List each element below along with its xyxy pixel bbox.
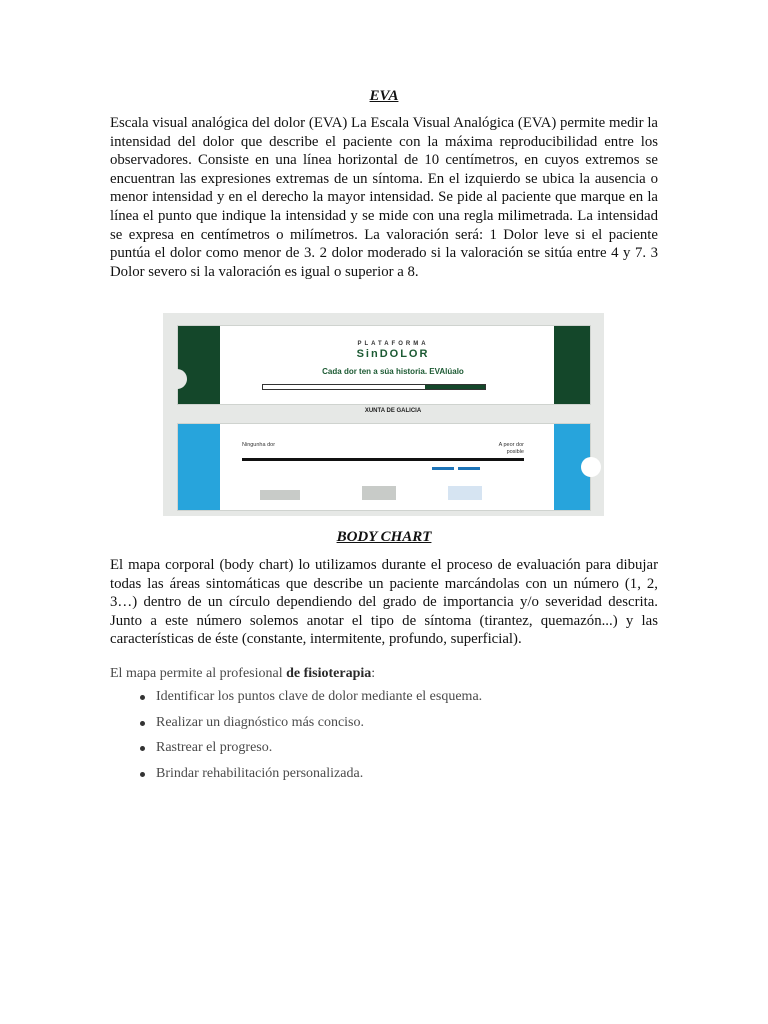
list-item-text: Realizar un diagnóstico más conciso. [156, 714, 364, 730]
scale-card-top [177, 325, 591, 414]
scale-ruler-top [262, 384, 486, 390]
xunta-logo [448, 486, 482, 500]
ruler-blue-segment [432, 467, 454, 470]
map-intro [110, 665, 658, 683]
map-intro-prefix: El mapa permite al profesional [110, 666, 287, 681]
platform-label: PLATAFORMA [357, 341, 429, 347]
notch-icon [163, 365, 191, 393]
list-item [140, 714, 482, 740]
eva-paragraph: Escala visual analógica del dolor (EVA) La Escala Visual Analógica (EVA) permite medir la intensidad del dolor que describe el paciente con la máxima reproducibilidad entre los observadores. Consiste en una línea horizontal de 10 centímetros, en cuyos extremos se encuentran las expresiones extremas de un síntoma. En el izquierdo se ubica la ausencia o menor intensidad y en el derecho la mayor intensidad. Se pide al paciente que marque en la línea el punto que indique la intensidad y se mide con una regla milimetrada. La intensidad se expresa en centímetros o milímetros. La valoración será: 1 Dolor leve si el paciente puntúa el dolor como menor de 3. 2 dolor moderado si la valoración se sitúa entre 4 y 7. 3 Dolor severo si la valoración es igual o superior a 8. [110, 115, 658, 280]
bullet-icon [140, 746, 145, 751]
blue-end-left [178, 424, 220, 510]
sindolor-logo: SinDOLOR [356, 348, 430, 360]
ruler-blue-segment [458, 467, 480, 470]
list-item [140, 688, 482, 714]
map-intro-bold: de fisioterapia [286, 666, 372, 681]
list-item-text: Identificar los puntos clave de dolor mediante el esquema. [156, 689, 483, 704]
scale-slogan: Cada dor ten a súa historia. EVAlúalo [322, 367, 464, 376]
body-chart-heading: BODY CHART [336, 529, 432, 545]
bullet-icon [140, 772, 145, 777]
map-intro-suffix: : [371, 666, 376, 681]
eva-scale-image [163, 313, 604, 516]
xunta-label-top: XUNTA DE GALICIA [364, 408, 422, 414]
sponsor-logo [260, 490, 300, 500]
scale-ruler-bottom [242, 458, 524, 461]
scale-card-bottom [177, 423, 591, 511]
body-chart-paragraph: El mapa corporal (body chart) lo utilizamos durante el proceso de evaluación para dibujar todas las áreas sintomáticas que describe un paciente marcándolas con un número (1, 2, 3…) dentro de un círculo dependiendo del grado de importancia y/o severidad descrita. Junto a este número solemos anotar el tipo de síntoma (tirantez, quemazón...) y las características de éste (constante, intermitente, profundo, superficial). [110, 557, 658, 648]
bullet-icon [140, 721, 145, 726]
green-end-right [554, 326, 590, 404]
list-item [140, 739, 482, 765]
eva-heading: EVA [369, 88, 399, 104]
scale-label-worst-pain: A peor dor posible [498, 442, 524, 455]
sponsor-logo [362, 486, 396, 500]
list-item-text: Brindar rehabilitación personalizada. [156, 765, 364, 781]
list-item [140, 765, 482, 791]
scale-label-no-pain: Ningunha dor [242, 442, 276, 448]
list-item-text: Rastrear el progreso. [156, 740, 273, 755]
benefits-list [140, 688, 482, 790]
ruler-top-green-segment [425, 385, 485, 389]
bullet-icon [140, 695, 145, 700]
notch-icon [571, 453, 604, 481]
